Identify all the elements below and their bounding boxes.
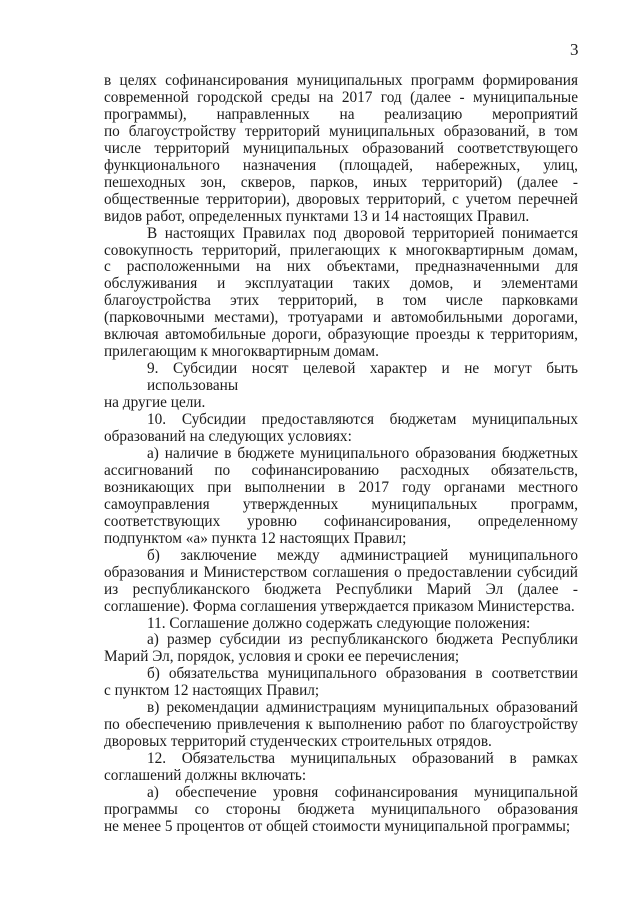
text-line: а) наличие в бюджете муниципального образования бюджетных	[147, 444, 578, 462]
paragraph	[104, 361, 578, 412]
text-line: 11. Соглашение должно содержать следующие положения:	[147, 614, 531, 632]
paragraph	[104, 548, 578, 616]
text-line: образования и Министерством соглашения о предоставлении субсидий	[104, 563, 578, 581]
text-line: самоуправления утвержденных муниципальных программ,	[104, 495, 578, 513]
text-line: пешеходных зон, скверов, парков, иных территорий) (далее -	[104, 173, 578, 191]
text-line: а) размер субсидии из республиканского бюджета Республики	[147, 631, 578, 649]
text-line: на другие цели.	[104, 394, 206, 412]
paragraph	[104, 751, 578, 785]
text-line: б) обязательства муниципального образования в соответствии	[147, 665, 578, 683]
text-line: б) заключение между администрацией муниципального	[147, 546, 578, 564]
text-line: функционального назначения (площадей, набережных, улиц,	[104, 156, 578, 174]
text-line: 9. Субсидии носят целевой характер и не могут быть использованы	[147, 360, 578, 395]
text-line: подпунктом «а» пункта 12 настоящих Правил;	[104, 529, 407, 547]
text-line: из республиканского бюджета Республики Марий Эл (далее -	[104, 580, 578, 598]
text-line: прилегающим к многоквартирным домам.	[104, 343, 379, 361]
text-line: а) обеспечение уровня софинансирования муниципальной	[147, 784, 578, 802]
text-line: (парковочными местами), тротуарами и автомобильными дорогами,	[104, 309, 578, 327]
text-line: дворовых территорий студенческих строительных отрядов.	[104, 733, 492, 751]
paragraph	[104, 785, 578, 836]
text-line: образований на следующих условиях:	[104, 428, 352, 446]
text-line: совокупность территорий, прилегающих к многоквартирным домам,	[104, 241, 578, 259]
text-line: соглашений должны включать:	[104, 767, 307, 785]
text-line: ассигнований по софинансированию расходных обязательств,	[104, 461, 578, 479]
text-line: в) рекомендации администрациям муниципальных образований	[147, 699, 578, 717]
text-line: общественные территории), дворовых территорий, с учетом перечней	[104, 190, 578, 208]
text-line: с пунктом 12 настоящих Правил;	[104, 682, 320, 700]
text-line: в целях софинансирования муниципальных программ формирования	[104, 72, 578, 89]
text-line: соглашение). Форма соглашения утверждается приказом Министерства.	[104, 597, 575, 615]
text-line: Марий Эл, порядок, условия и сроки ее перечисления;	[104, 648, 460, 666]
document-body	[104, 73, 578, 836]
text-line: числе территорий муниципальных образований соответствующего	[104, 139, 578, 157]
text-line: соответствующих уровню софинансирования, определенному	[104, 512, 578, 530]
page-number: 3	[570, 40, 579, 59]
paragraph	[104, 700, 578, 751]
paragraph	[104, 446, 578, 548]
text-line: В настоящих Правилах под дворовой территорией понимается	[147, 224, 578, 242]
text-line: не менее 5 процентов от общей стоимости муниципальной программы;	[104, 817, 571, 835]
paragraph	[104, 616, 578, 633]
text-line: благоустройства этих территорий, в том числе парковками	[104, 292, 578, 310]
text-line: включая автомобильные дороги, образующие проезды к территориям,	[104, 326, 578, 344]
text-line: видов работ, определенных пунктами 13 и 14 настоящих Правил.	[104, 207, 530, 225]
text-line: по благоустройству территорий муниципальных образований, в том	[104, 122, 578, 140]
text-line: возникающих при выполнении в 2017 году органами местного	[104, 478, 578, 496]
text-line: обслуживания и эксплуатации таких домов, и элементами	[104, 275, 578, 293]
text-line: современной городской среды на 2017 год (далее - муниципальные	[104, 88, 578, 106]
text-line: 12. Обязательства муниципальных образований в рамках	[147, 750, 578, 768]
paragraph	[104, 73, 578, 226]
text-line: программы со стороны бюджета муниципального образования	[104, 800, 578, 818]
text-line: 10. Субсидии предоставляются бюджетам муниципальных	[147, 411, 578, 429]
paragraph	[104, 226, 578, 362]
paragraph	[104, 412, 578, 446]
paragraph	[104, 666, 578, 700]
paragraph	[104, 632, 578, 666]
text-line: по обеспечению привлечения к выполнению работ по благоустройству	[104, 716, 578, 734]
text-line: программы), направленных на реализацию мероприятий	[104, 105, 578, 123]
text-line: с расположенными на них объектами, предназначенными для	[104, 258, 578, 276]
